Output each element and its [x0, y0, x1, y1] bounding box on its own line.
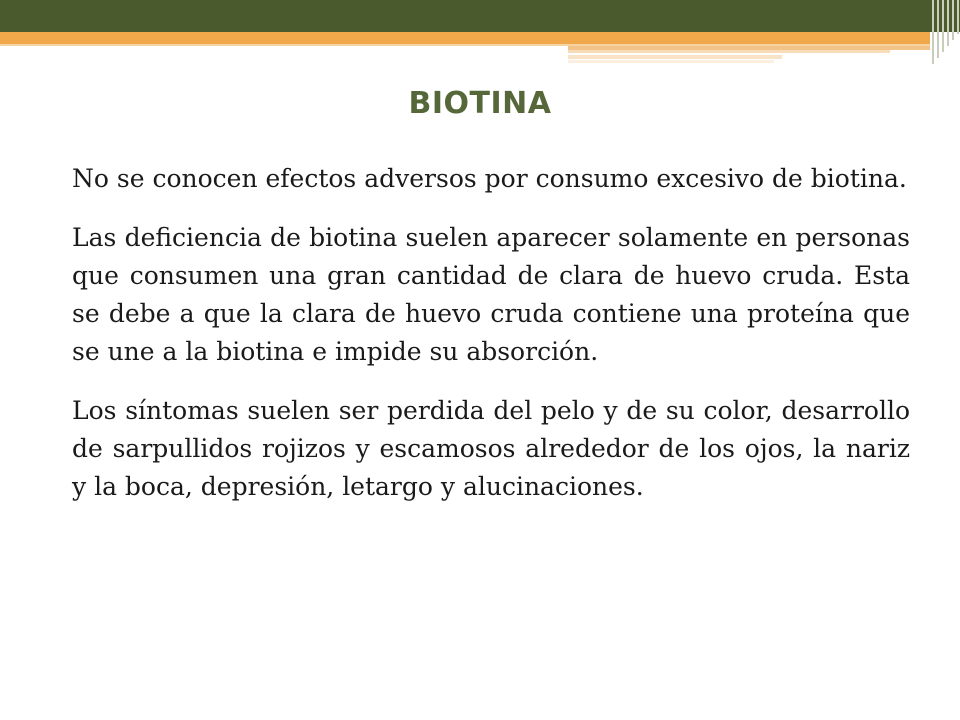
decor-step [568, 55, 782, 59]
decor-step [568, 60, 774, 63]
top-dark-band [0, 0, 960, 32]
paragraph: No se conocen efectos adversos por consumo excesivo de biotina. [72, 164, 907, 193]
decor-step [568, 50, 890, 53]
paragraph: Los síntomas suelen ser perdida del pelo y de su color, desarrollo de sarpullidos rojizos y escamosos alrededor de los ojos, la nariz y la boca, depresión, letargo y alucinaciones. [72, 396, 910, 501]
paragraph: Las deficiencia de biotina suelen aparecer solamente en personas que consumen una gran cantidad de clara de huevo cruda. Esta se debe a que la clara de huevo cruda contiene una proteína que se une a la biotina e impide su absorción. [72, 223, 910, 366]
slide-title: BIOTINA [408, 86, 552, 121]
top-orange-band [0, 32, 930, 44]
slide-body [72, 160, 910, 527]
decor-vertical-stripes [930, 0, 960, 64]
